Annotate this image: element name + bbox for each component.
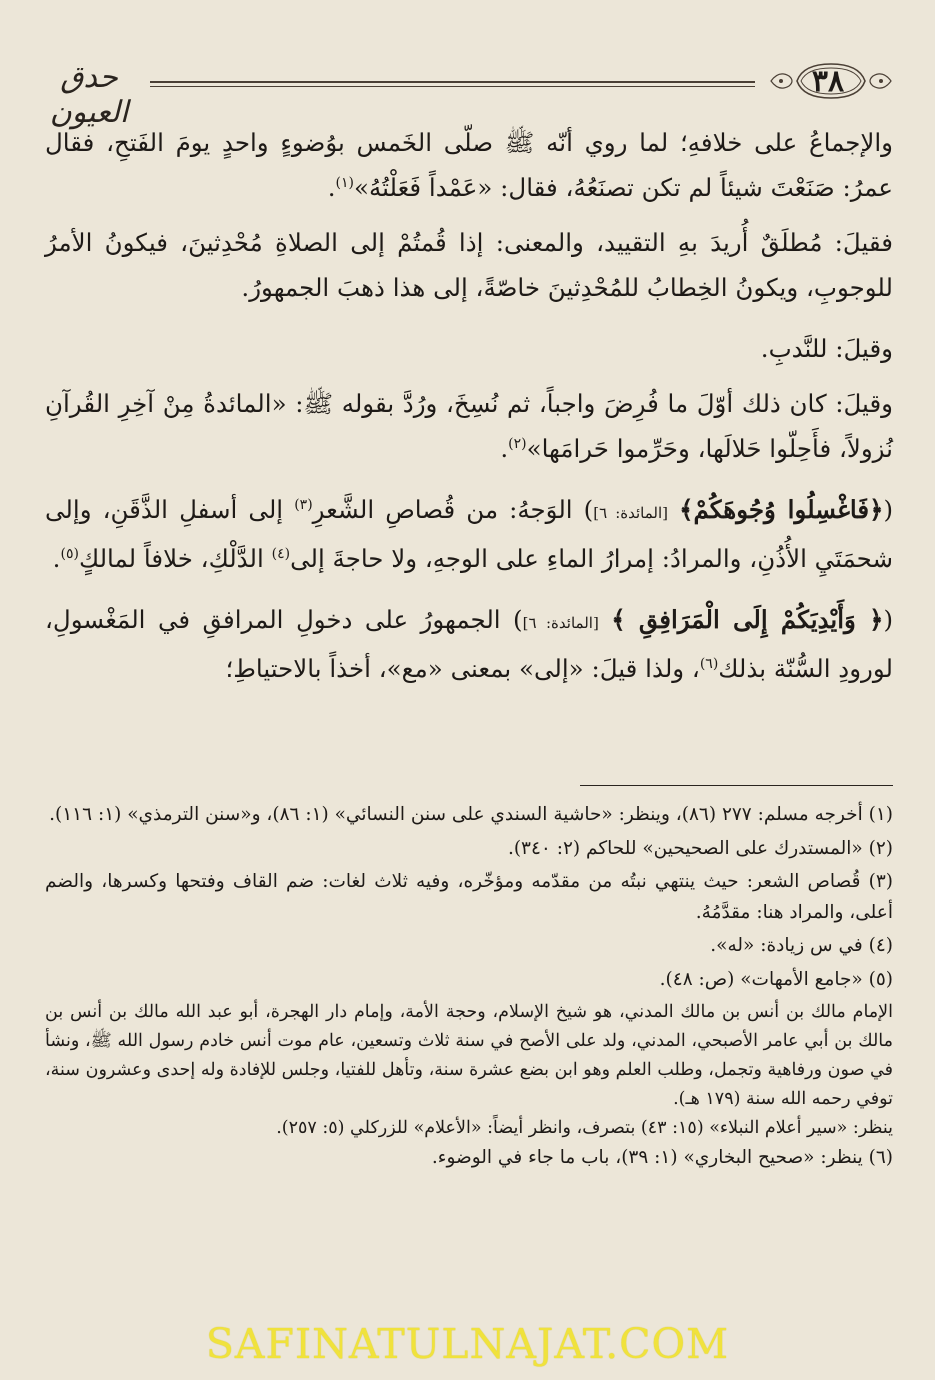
- footnote-4: (٤) في س زيادة: «له».: [710, 935, 893, 956]
- footnote-divider: [580, 785, 893, 786]
- footnote-ref-1: (١): [335, 174, 354, 191]
- paragraph-6-text-a: ) الجمهورُ على دخولِ المرافقِ في المَغْسولِ، لورودِ السُّنّة بذلك: [45, 605, 893, 683]
- footnotes: [45, 800, 893, 1177]
- paragraph-5-text-c: الدَّلْكِ، خلافاً لمالكٍ: [78, 544, 272, 573]
- paragraph-5-text-a: ) الوَجهُ: من قُصاصِ الشَّعرِ: [312, 495, 594, 524]
- footnote-3: (٣) قُصاص الشعر: حيث ينتهي نبتُه من مقدّمه ومؤخّره، وفيه ثلاث لغات: ضم القاف وفتحها وكسرها، والضم أعلى، والمراد هنا: مقدَّمُهُ.: [45, 871, 893, 923]
- paragraph-1: والإجماعُ على خلافهِ؛ لما روي أنّه ﷺ صلّى الخَمس بوُضوءٍ واحدٍ يومَ الفَتحِ، فقال عمرُ: صَنَعْتَ شيئاً لم تكن تصنَعُهُ، فقال: «عَمْداً فَعَلْتُهُ»$^{(١)}$.: [45, 128, 893, 202]
- page-number: ٣٨: [811, 64, 845, 99]
- watermark: SAFINATULNAJAT.COM: [205, 1320, 730, 1368]
- paragraph-2: فقيلَ: مُطلَقٌ أُريدَ بهِ التقييد، والمعنى: إذا قُمتُمْ إلى الصلاةِ مُحْدِثينَ، فيكونُ الأمرُ للوجوبِ، ويكونُ الخِطابُ للمُحْدِثينَ خاصّةً، إلى هذا ذهبَ الجمهورُ.: [45, 228, 893, 302]
- footnote-ref-2: (٢): [508, 435, 527, 452]
- paragraph-4-text: وقيلَ: كان ذلك أوّلَ ما فُرِضَ واجباً، ثم نُسِخَ، ورُدَّ بقوله ﷺ: «المائدةُ مِنْ آخِرِ القُرآنِ نُزولاً، فأَحِلّوا حَلالَها، وحَرِّموا حَرامَها»: [45, 389, 893, 463]
- running-title: حدق العيون: [49, 60, 129, 130]
- paragraph-1-text: والإجماعُ على خلافهِ؛ لما روي أنّه ﷺ صلّى الخَمس بوُضوءٍ واحدٍ يومَ الفَتحِ، فقال عمرُ: صَنَعْتَ شيئاً لم تكن تصنَعُهُ، فقال: «عَمْداً فَعَلْتُهُ»: [45, 128, 893, 202]
- footnote-ref-3: (٣): [294, 496, 313, 513]
- page-number-ornament: [767, 58, 895, 104]
- surah-citation-2: [المائدة: ٦]: [522, 614, 599, 632]
- footnote-5-biography: الإمام مالك بن أنس بن مالك المدني، هو شيخ الإسلام، وحجة الأمة، وإمام دار الهجرة، أبو عبد الله مالك بن أنس بن مالك بن أبي عامر الأصبحي، المدني، ولد على الأصح في سنة ثلاث وتسعين، عام موت أنس خادم رسول الله ﷺ، ونشأ في صون ورفاهية وتجمل، وطلب العلم وهو ابن بضع عشرة سنة، وتأهل للفتيا، وجلس للإفادة وله إحدى وعشرون سنة، توفي رحمه الله سنة (١٧٩ هـ).: [45, 1002, 893, 1109]
- quran-quote-hands: ﴿ وَأَيْدِيَكُمْ إِلَى الْمَرَافِقِ ﴾: [611, 605, 884, 634]
- header-rule: [150, 81, 755, 87]
- paragraph-3: وقيلَ: للنَّدبِ.: [760, 334, 893, 363]
- paragraph-5-text-b: إلى أسفلِ الذَّقَنِ، وإلى شحمَتَيِ الأُذُنِ، والمرادُ: إمرارُ الماءِ على الوجهِ، ولا حاجةَ إلى: [45, 495, 893, 573]
- footnote-5-sources: ينظر: «سير أعلام النبلاء» (١٥: ٤٣) بتصرف، وانظر أيضاً: «الأعلام» للزركلي (٥: ٢٥٧).: [276, 1118, 893, 1138]
- footnote-6: (٦) ينظر: «صحيح البخاري» (١: ٣٩)، باب ما جاء في الوضوء.: [431, 1147, 893, 1168]
- footnote-1: (١) أخرجه مسلم: ٢٧٧ (٨٦)، وينظر: «حاشية السندي على سنن النسائي» (١: ٨٦)، و«سنن الترمذي» (١: ١١٦).: [49, 804, 893, 825]
- paragraph-5: (﴿فَاغْسِلُوا وُجُوهَكُمْ﴾ [المائدة: ٦]) الوَجهُ: من قُصاصِ الشَّعرِ$^{(٣)}$ إلى أسفلِ الذَّقَنِ، وإلى شحمَتَيِ الأُذُنِ، والمرادُ: إمرارُ الماءِ على الوجهِ، ولا حاجةَ إلى$^{(٤)}$ الدَّلْكِ، خلافاً لمالكٍ$^{(٥)}$.: [45, 495, 893, 573]
- paragraph-6: (﴿ وَأَيْدِيَكُمْ إِلَى الْمَرَافِقِ ﴾ [المائدة: ٦]) الجمهورُ على دخولِ المرافقِ في المَغْسولِ، لورودِ السُّنّة بذلك$^{(٦)}$، ولذا قيلَ: «إلى» بمعنى «مع»، أخذاً بالاحتياطِ؛: [45, 605, 893, 683]
- footnote-5: (٥) «جامع الأمهات» (ص: ٤٨).: [659, 968, 893, 990]
- paragraph-4: وقيلَ: كان ذلك أوّلَ ما فُرِضَ واجباً، ثم نُسِخَ، ورُدَّ بقوله ﷺ: «المائدةُ مِنْ آخِرِ القُرآنِ نُزولاً، فأَحِلّوا حَلالَها، وحَرِّموا حَرامَها»$^{(٢)}$.: [45, 389, 893, 463]
- footnote-ref-4: (٤): [271, 545, 291, 562]
- paragraph-6-text-b: ، ولذا قيلَ: «إلى» بمعنى «مع»، أخذاً بالاحتياطِ؛: [225, 654, 700, 683]
- footnote-ref-5: (٥): [60, 545, 79, 562]
- quran-quote-faces: ﴿فَاغْسِلُوا وُجُوهَكُمْ﴾: [679, 495, 884, 524]
- main-text: [45, 120, 893, 707]
- surah-citation-1: [المائدة: ٦]: [593, 504, 669, 522]
- footnote-2: (٢) «المستدرك على الصحيحين» للحاكم (٢: ٣٤٠).: [507, 837, 893, 859]
- page-header: [30, 58, 905, 130]
- footnote-ref-6: (٦): [699, 655, 719, 672]
